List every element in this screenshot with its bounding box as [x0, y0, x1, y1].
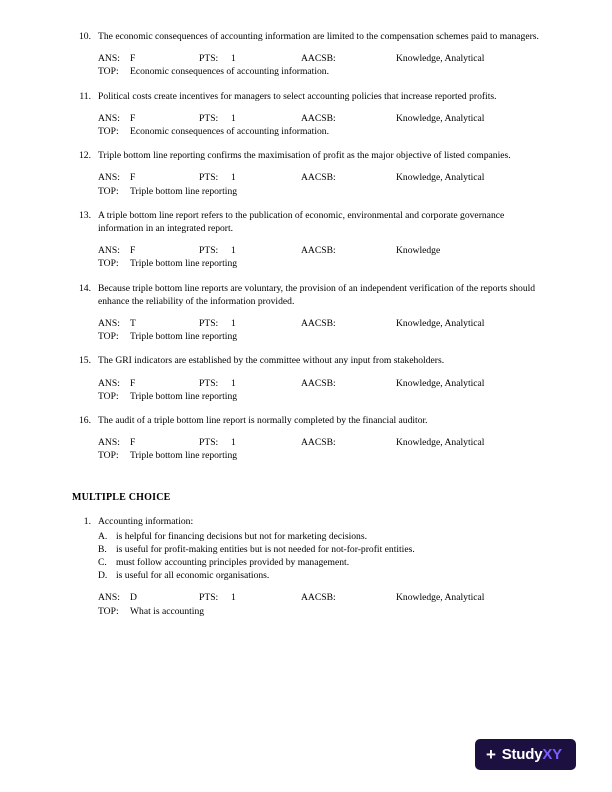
pts-value: 1: [231, 172, 236, 184]
meta-row-topic: [98, 185, 550, 198]
aacsb-label: AACSB:: [301, 112, 336, 124]
meta-row-topic: [98, 605, 550, 618]
question-text: Because triple bottom line reports are voluntary, the provision of an independent verification of the reports should enhance the reliability of the information provided.: [98, 282, 536, 307]
meta-row-answer: [98, 171, 550, 184]
question-block: [72, 149, 550, 198]
choice-item: [98, 556, 550, 569]
pts-value: 1: [231, 377, 236, 389]
ans-value: T: [130, 317, 136, 329]
choice-text: is useful for profit-making entities but is not needed for not-for-profit entities.: [116, 543, 415, 555]
question-block: [72, 30, 550, 79]
aacsb-label: AACSB:: [301, 377, 336, 389]
question-number: 1.: [83, 516, 91, 528]
pts-label: PTS:: [199, 437, 219, 449]
ans-label: ANS:: [98, 377, 120, 389]
aacsb-label: AACSB:: [301, 592, 336, 604]
choice-label: B.: [98, 543, 107, 555]
pts-value: 1: [231, 317, 236, 329]
top-label: TOP:: [98, 185, 119, 197]
aacsb-value: Knowledge: [396, 245, 441, 257]
pts-value: 1: [231, 245, 236, 257]
question-meta: [98, 52, 550, 78]
top-label: TOP:: [98, 450, 119, 462]
question-meta: [98, 377, 550, 403]
top-value: Triple bottom line reporting: [130, 450, 238, 462]
meta-row-answer: [98, 244, 550, 257]
pts-label: PTS:: [199, 245, 219, 257]
question-text: A triple bottom line report refers to the publication of economic, environmental and corporate governance information in an integrated report.: [98, 209, 505, 234]
question-text: The audit of a triple bottom line report is normally completed by the financial auditor.: [98, 414, 428, 426]
question-text: Political costs create incentives for managers to select accounting policies that increase reported profits.: [98, 90, 497, 102]
pts-label: PTS:: [199, 172, 219, 184]
pts-value: 1: [231, 437, 236, 449]
choice-label: C.: [98, 557, 107, 569]
pts-label: PTS:: [199, 112, 219, 124]
question-number: 10.: [79, 31, 91, 42]
top-value: Triple bottom line reporting: [130, 390, 238, 402]
question-body: [98, 30, 550, 79]
pts-value: 1: [231, 112, 236, 124]
watermark-name-accent: XY: [542, 746, 562, 763]
ans-label: ANS:: [98, 437, 120, 449]
question-body: [98, 354, 550, 403]
ans-label: ANS:: [98, 592, 120, 604]
plus-icon: +: [485, 745, 496, 764]
aacsb-value: Knowledge, Analytical: [396, 172, 485, 184]
studyxy-watermark[interactable]: [475, 739, 576, 770]
top-value: Economic consequences of accounting information.: [130, 66, 330, 78]
question-body: [98, 414, 550, 463]
aacsb-label: AACSB:: [301, 53, 336, 65]
ans-value: F: [130, 437, 136, 449]
question-body: [98, 90, 550, 139]
question-meta: [98, 112, 550, 138]
choice-list: [98, 530, 550, 583]
choice-text: is helpful for financing decisions but not for marketing decisions.: [116, 530, 367, 542]
pts-label: PTS:: [199, 592, 219, 604]
meta-row-topic: [98, 257, 550, 270]
question-number: 14.: [79, 282, 91, 294]
meta-row-topic: [98, 330, 550, 343]
meta-row-answer: [98, 317, 550, 330]
question-meta: [98, 317, 550, 343]
question-text: Accounting information:: [98, 516, 194, 528]
aacsb-value: Knowledge, Analytical: [396, 53, 485, 65]
meta-row-topic: [98, 125, 550, 138]
choice-text: is useful for all economic organisations.: [116, 570, 270, 582]
aacsb-label: AACSB:: [301, 172, 336, 184]
pts-label: PTS:: [199, 377, 219, 389]
choice-label: A.: [98, 530, 108, 542]
ans-value: F: [130, 172, 136, 184]
aacsb-label: AACSB:: [301, 317, 336, 329]
meta-row-topic: [98, 390, 550, 403]
watermark-name: [502, 746, 562, 763]
meta-row-answer: [98, 52, 550, 65]
question-block: [72, 282, 550, 344]
ans-value: F: [130, 112, 136, 124]
top-label: TOP:: [98, 605, 119, 617]
aacsb-label: AACSB:: [301, 245, 336, 257]
aacsb-value: Knowledge, Analytical: [396, 112, 485, 124]
question-block: [72, 414, 550, 463]
question-meta: [98, 244, 550, 270]
aacsb-value: Knowledge, Analytical: [396, 437, 485, 449]
meta-row-answer: [98, 112, 550, 125]
ans-value: F: [130, 377, 136, 389]
question-block: [72, 515, 550, 617]
top-label: TOP:: [98, 66, 119, 78]
ans-label: ANS:: [98, 53, 120, 65]
choice-item: [98, 530, 550, 543]
aacsb-label: AACSB:: [301, 437, 336, 449]
ans-label: ANS:: [98, 317, 120, 329]
meta-row-answer: [98, 591, 550, 604]
question-number: 13.: [79, 209, 91, 221]
question-number: 15.: [79, 355, 91, 367]
top-value: Economic consequences of accounting information.: [130, 125, 330, 137]
question-block: [72, 90, 550, 139]
question-block: [72, 209, 550, 271]
ans-value: F: [130, 245, 136, 257]
top-value: What is accounting: [130, 605, 205, 617]
question-meta: [98, 436, 550, 462]
question-number: 11.: [79, 90, 91, 102]
meta-row-topic: [98, 65, 550, 78]
pts-value: 1: [231, 53, 236, 65]
aacsb-value: Knowledge, Analytical: [396, 317, 485, 329]
top-value: Triple bottom line reporting: [130, 258, 238, 270]
pts-value: 1: [231, 592, 236, 604]
question-text: The GRI indicators are established by the committee without any input from stakeholders.: [98, 355, 445, 367]
top-label: TOP:: [98, 258, 119, 270]
question-meta: [98, 171, 550, 197]
top-label: TOP:: [98, 125, 119, 137]
choice-label: D.: [98, 570, 108, 582]
question-body: [98, 209, 550, 271]
aacsb-value: Knowledge, Analytical: [396, 592, 485, 604]
question-meta: [98, 591, 550, 617]
meta-row-answer: [98, 377, 550, 390]
top-value: Triple bottom line reporting: [130, 185, 238, 197]
question-body: [98, 149, 550, 198]
ans-label: ANS:: [98, 172, 120, 184]
top-value: Triple bottom line reporting: [130, 331, 238, 343]
ans-value: F: [130, 53, 136, 65]
top-label: TOP:: [98, 331, 119, 343]
meta-row-topic: [98, 449, 550, 462]
pts-label: PTS:: [199, 53, 219, 65]
pts-label: PTS:: [199, 317, 219, 329]
section-heading-multiple-choice: MULTIPLE CHOICE: [72, 492, 171, 504]
ans-value: D: [130, 592, 137, 604]
question-number: 12.: [79, 150, 91, 162]
top-label: TOP:: [98, 390, 119, 402]
choice-item: [98, 543, 550, 556]
choice-item: [98, 569, 550, 582]
ans-label: ANS:: [98, 245, 120, 257]
question-body: [98, 515, 550, 617]
watermark-name-main: Study: [501, 746, 543, 763]
ans-label: ANS:: [98, 112, 120, 124]
question-body: [98, 282, 550, 344]
question-text: Triple bottom line reporting confirms the maximisation of profit as the major objective of listed companies.: [98, 150, 511, 162]
question-text: The economic consequences of accounting information are limited to the compensation schemes paid to managers.: [98, 31, 539, 42]
question-number: 16.: [79, 414, 91, 426]
aacsb-value: Knowledge, Analytical: [396, 377, 485, 389]
meta-row-answer: [98, 436, 550, 449]
question-block: [72, 354, 550, 403]
choice-text: must follow accounting principles provided by management.: [116, 557, 350, 569]
